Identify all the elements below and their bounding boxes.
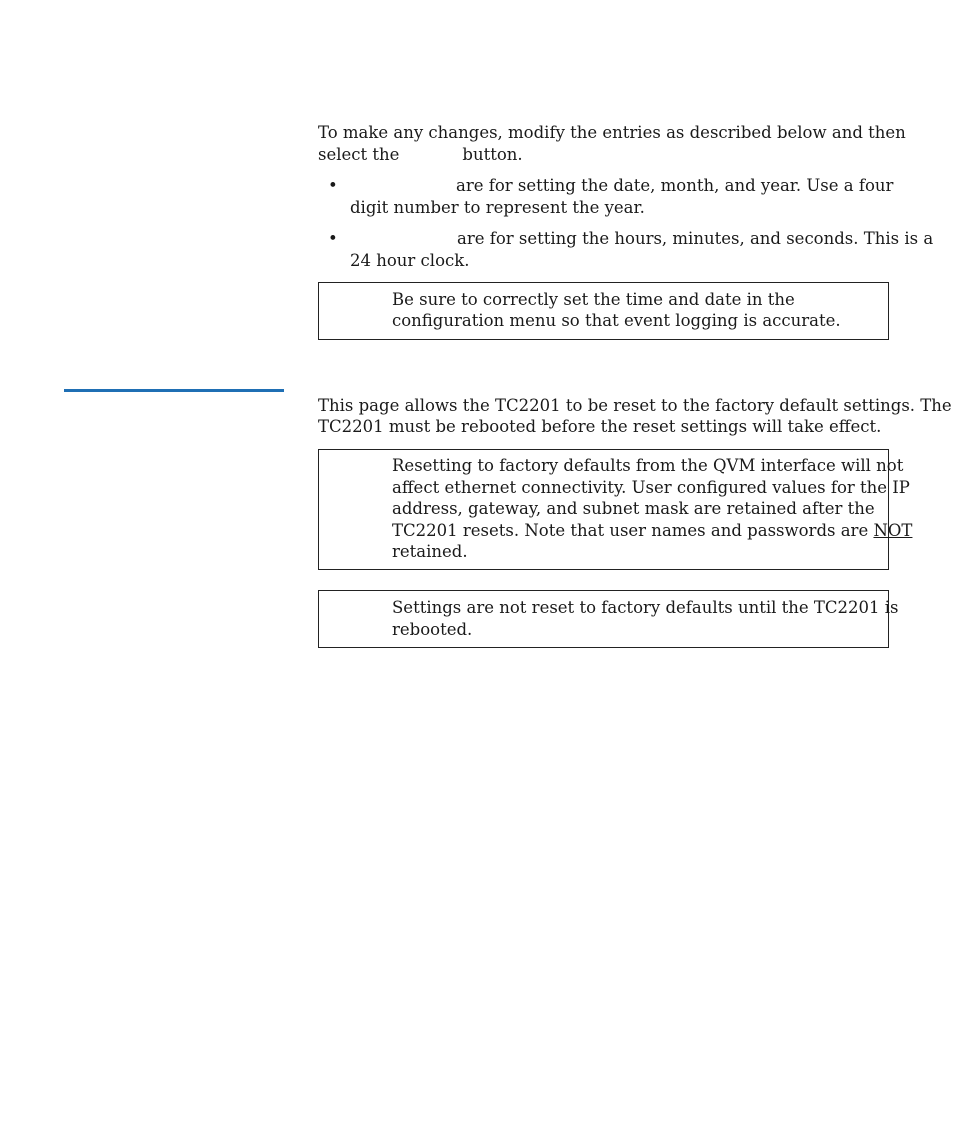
intro-line-2-start: select the [318, 145, 400, 164]
intro-line-2 [318, 144, 523, 166]
bullet-2-line-1: are for setting the hours, minutes, and seconds. This is a [457, 229, 934, 248]
note-3-line-2: rebooted. [392, 620, 473, 639]
note-3-line-1: Settings are not reset to factory defaults until the TC2201 is [392, 598, 899, 617]
reset-paragraph-line-1: This page allows the TC2201 to be reset to the factory default settings. The [318, 396, 952, 415]
note-2-line-3: address, gateway, and subnet mask are retained after the [392, 499, 875, 518]
intro-line-2-end: button. [462, 145, 523, 164]
bullet-2-line-2: 24 hour clock. [350, 251, 470, 270]
bullet-1-marker: • [328, 176, 338, 195]
note-box-time-date [318, 282, 889, 340]
note-2-line-2: affect ethernet connectivity. User configured values for the IP [392, 477, 910, 497]
note-box-ethernet [318, 449, 913, 570]
intro-line-1: To make any changes, modify the entries as described below and then [318, 123, 906, 142]
bullet-2-marker: • [328, 229, 338, 248]
not-emphasis: NOT [873, 520, 913, 540]
note-2-line-4-text: TC2201 resets. Note that user names and passwords are [392, 520, 869, 540]
note-1-line-2: configuration menu so that event logging is accurate. [392, 311, 841, 330]
note-box-reboot [318, 590, 899, 648]
note-2-line-1: Resetting to factory defaults from the QVM interface will not [392, 456, 904, 475]
note-1-line-1: Be sure to correctly set the time and date in the [392, 290, 795, 309]
section-divider-rule [64, 389, 284, 392]
note-2-line-4 [392, 520, 912, 542]
reset-paragraph-line-2: TC2201 must be rebooted before the reset settings will take effect. [318, 417, 882, 436]
note-2-line-5: retained. [392, 542, 468, 561]
bullet-1-line-1: are for setting the date, month, and year. Use a four [456, 176, 894, 195]
bullet-1-line-2: digit number to represent the year. [350, 198, 645, 217]
